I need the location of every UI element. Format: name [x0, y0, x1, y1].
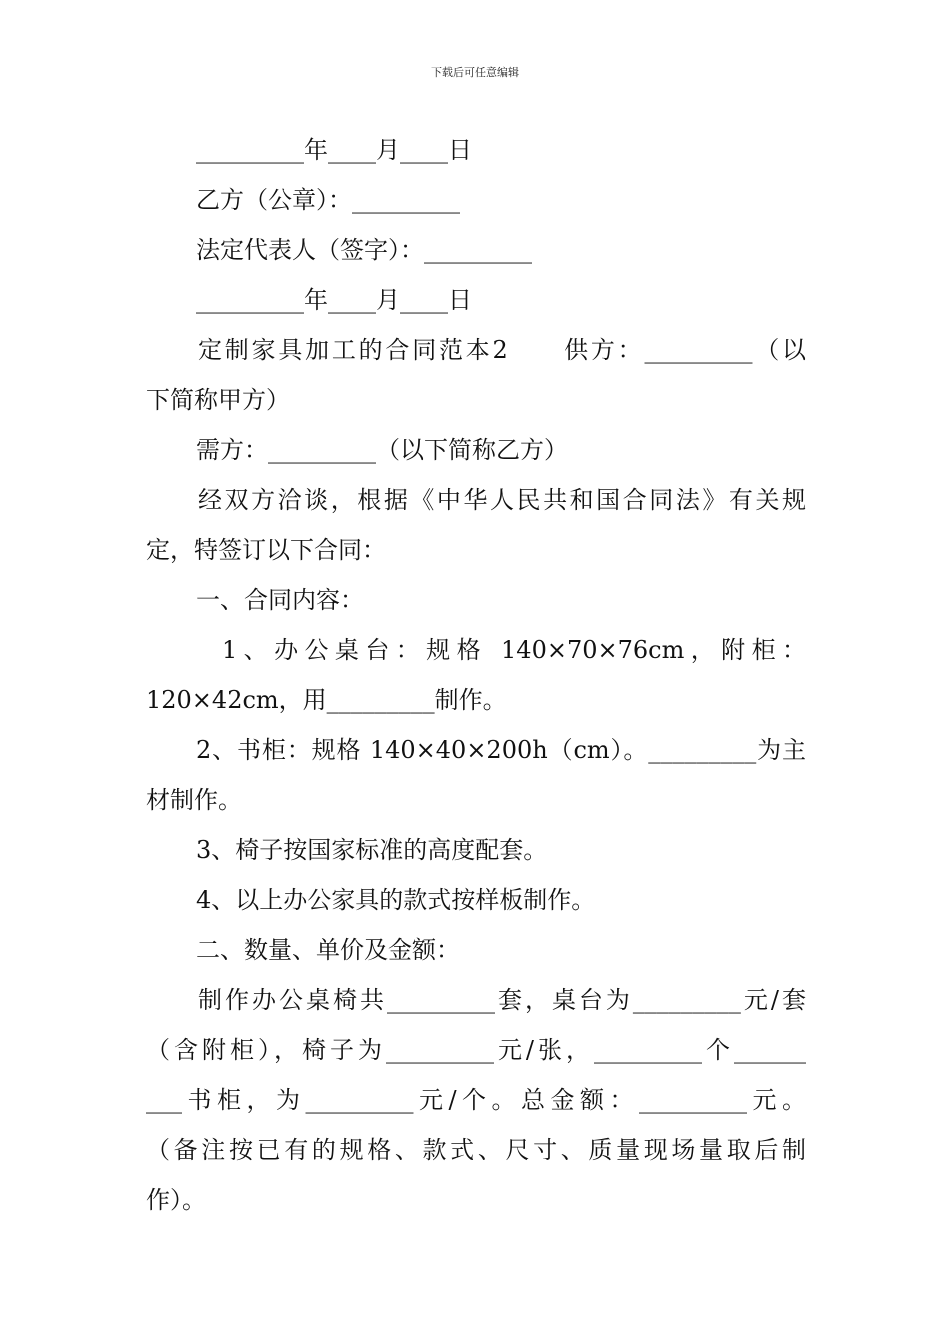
section-2-heading: 二、数量、单价及金额：: [196, 936, 460, 964]
item-2-line-1: 2、书柜：规格 140×40×200h（cm）。_________为主: [196, 736, 806, 764]
item-1-line-1: 1、办公桌台：规格 140×70×76cm，附柜：: [222, 636, 806, 664]
quantity-line-1: 制作办公桌椅共_________套，桌台为_________元/套: [198, 986, 806, 1014]
quantity-line-2: （含附柜），椅子为_________元/张，_________个______: [146, 1036, 806, 1064]
item-1-line-2: 120×42cm，用_________制作。: [146, 686, 507, 714]
party-b-seal-line: 乙方（公章）：_________: [196, 186, 460, 214]
date-line-2: _________年____月____日: [196, 286, 472, 314]
preamble-line-1: 经双方洽谈，根据《中华人民共和国合同法》有关规: [198, 486, 806, 514]
page-header: 下载后可任意编辑: [431, 66, 519, 79]
demander-line: 需方：_________（以下简称乙方）: [196, 436, 568, 464]
legal-rep-signature-line: 法定代表人（签字）：_________: [196, 236, 532, 264]
remark-line-2: 作）。: [146, 1186, 206, 1214]
supplier-continuation-line: 下简称甲方）: [146, 386, 290, 414]
date-line-1: _________年____月____日: [196, 136, 472, 164]
item-3-line: 3、椅子按国家标准的高度配套。: [196, 836, 548, 864]
item-4-line: 4、以上办公家具的款式按样板制作。: [196, 886, 596, 914]
section-1-heading: 一、合同内容：: [196, 586, 364, 614]
preamble-line-2: 定，特签订以下合同：: [146, 536, 386, 564]
remark-line-1: （备注按已有的规格、款式、尺寸、质量现场量取后制: [146, 1136, 806, 1164]
quantity-line-3: ___书柜，为_________元/个。总金额：_________元。: [146, 1086, 806, 1114]
contract-title-supplier-line: 定制家具加工的合同范本2 供方：_________（以: [198, 336, 806, 364]
item-2-line-2: 材制作。: [146, 786, 242, 814]
